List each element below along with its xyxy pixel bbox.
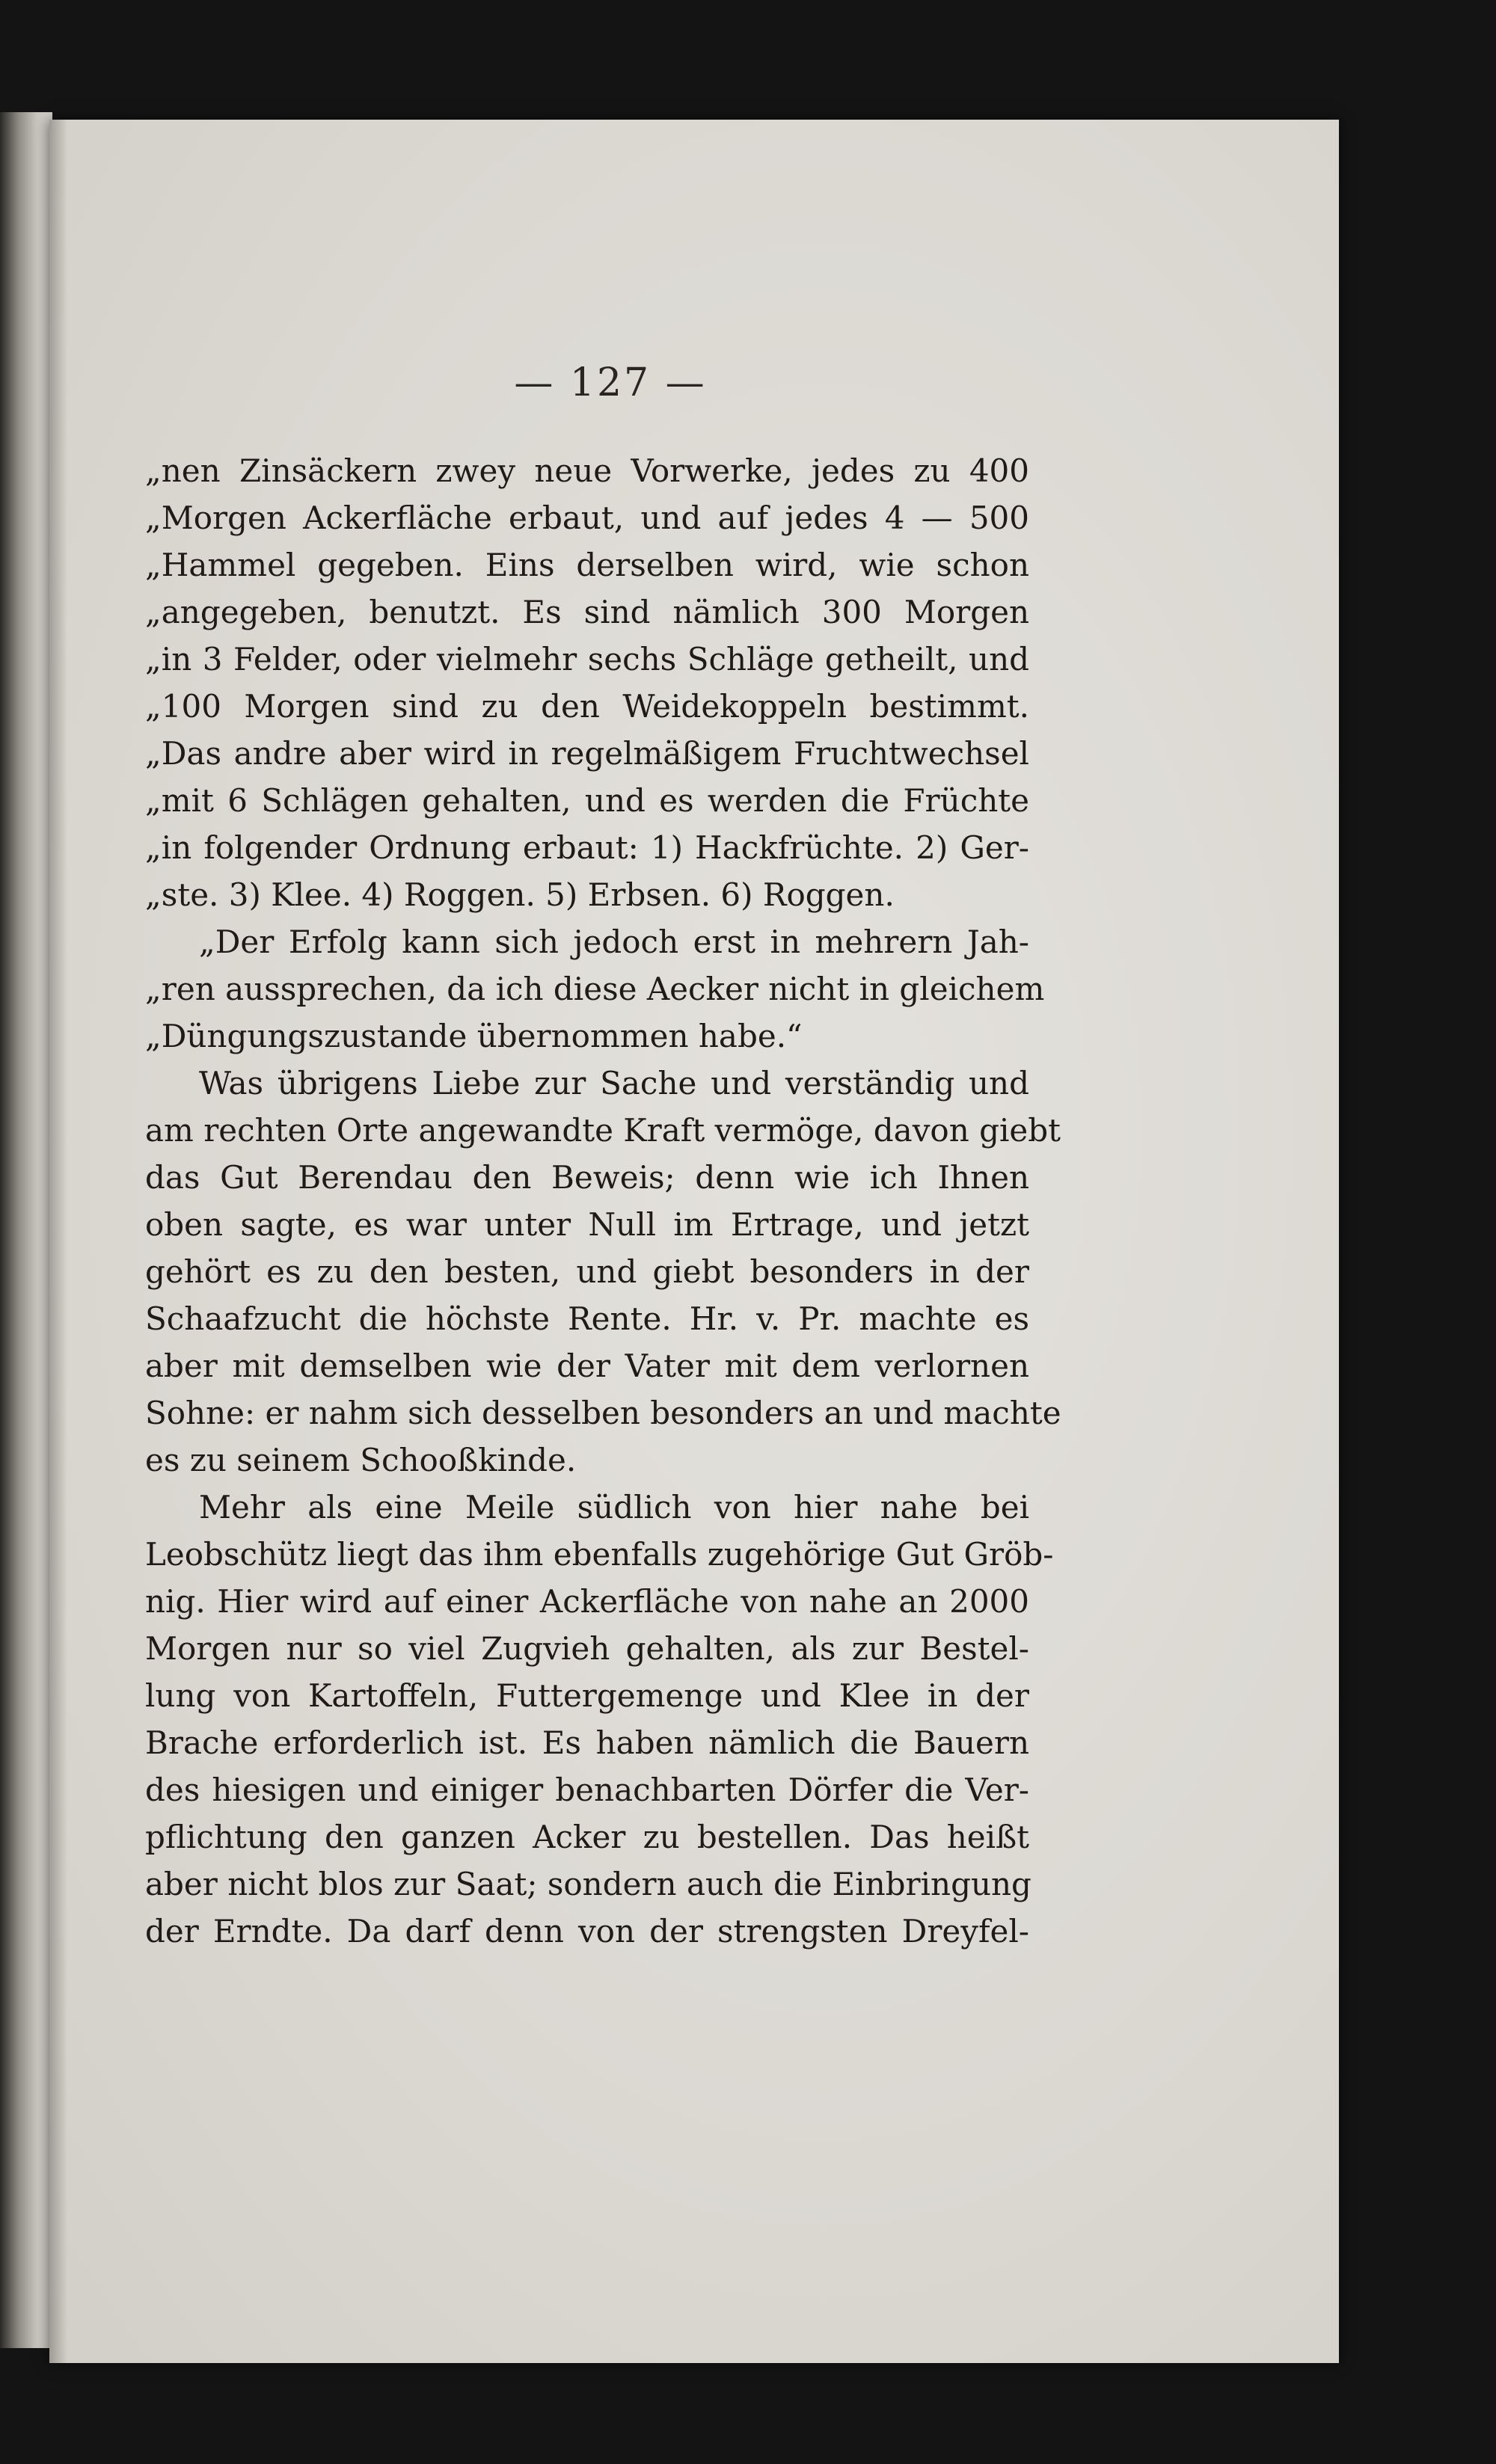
text-line: am rechten Orte angewandte Kraft vermöge, davon giebt	[145, 1112, 1061, 1149]
text-line: Schaafzucht die höchste Rente. Hr. v. Pr. machte es	[145, 1300, 1029, 1337]
text-line: „mit 6 Schlägen gehalten, und es werden die Früchte	[145, 782, 1029, 819]
text-line: der Erndte. Da darf denn von der strengsten Dreyfel-	[145, 1913, 1029, 1950]
text-line: „Der Erfolg kann sich jedoch erst in mehrern Jah-	[199, 924, 1029, 960]
text-line: aber nicht blos zur Saat; sondern auch die Einbringung	[145, 1866, 1031, 1902]
text-line: „Düngungszustande übernommen habe.“	[145, 1018, 803, 1054]
book-page	[49, 120, 1339, 2363]
text-line: „Hammel gegeben. Eins derselben wird, wie schon	[145, 547, 1029, 583]
text-line: „in 3 Felder, oder vielmehr sechs Schläge getheilt, und	[145, 641, 1029, 678]
gutter-shadow	[49, 120, 67, 2363]
text-line: „angegeben, benutzt. Es sind nämlich 300 Morgen	[145, 594, 1029, 630]
text-line: Mehr als eine Meile südlich von hier nahe bei	[199, 1489, 1029, 1526]
text-line: Brache erforderlich ist. Es haben nämlich die Bauern	[145, 1724, 1029, 1761]
text-line: lung von Kartoffeln, Futtergemenge und Klee in der	[145, 1677, 1029, 1714]
text-line: „Das andre aber wird in regelmäßigem Fruchtwechsel	[145, 735, 1029, 772]
text-line: Sohne: er nahm sich desselben besonders an und machte	[145, 1395, 1061, 1431]
text-line: Was übrigens Liebe zur Sache und verständig und	[199, 1065, 1029, 1102]
text-line: Leobschütz liegt das ihm ebenfalls zugehörige Gut Gröb-	[145, 1536, 1054, 1573]
text-line: des hiesigen und einiger benachbarten Dörfer die Ver-	[145, 1772, 1029, 1808]
text-line: „ren aussprechen, da ich diese Aecker nicht in gleichem	[145, 971, 1045, 1007]
text-line: „100 Morgen sind zu den Weidekoppeln bestimmt.	[145, 688, 1029, 725]
text-line: pflichtung den ganzen Acker zu bestellen. Das heißt	[145, 1819, 1029, 1855]
text-line: das Gut Berendau den Beweis; denn wie ich Ihnen	[145, 1159, 1029, 1196]
text-line: nig. Hier wird auf einer Ackerfläche von nahe an 2000	[145, 1583, 1029, 1620]
page-number: — 127 —	[514, 360, 707, 405]
text-line: „Morgen Ackerfläche erbaut, und auf jedes 4 — 500	[145, 500, 1029, 536]
text-line: „in folgender Ordnung erbaut: 1) Hackfrüchte. 2) Ger-	[145, 829, 1029, 866]
text-line: „ste. 3) Klee. 4) Roggen. 5) Erbsen. 6) Roggen.	[145, 876, 895, 913]
text-line: oben sagte, es war unter Null im Ertrage, und jetzt	[145, 1206, 1029, 1243]
text-line: „nen Zinsäckern zwey neue Vorwerke, jedes zu 400	[145, 452, 1029, 489]
book-edge	[0, 112, 52, 2348]
text-line: gehört es zu den besten, und giebt besonders in der	[145, 1253, 1029, 1290]
text-line: es zu seinem Schooßkinde.	[145, 1442, 577, 1478]
text-line: aber mit demselben wie der Vater mit dem verlornen	[145, 1348, 1029, 1384]
body-text	[145, 447, 1061, 1955]
text-line: Morgen nur so viel Zugvieh gehalten, als zur Bestel-	[145, 1630, 1029, 1667]
